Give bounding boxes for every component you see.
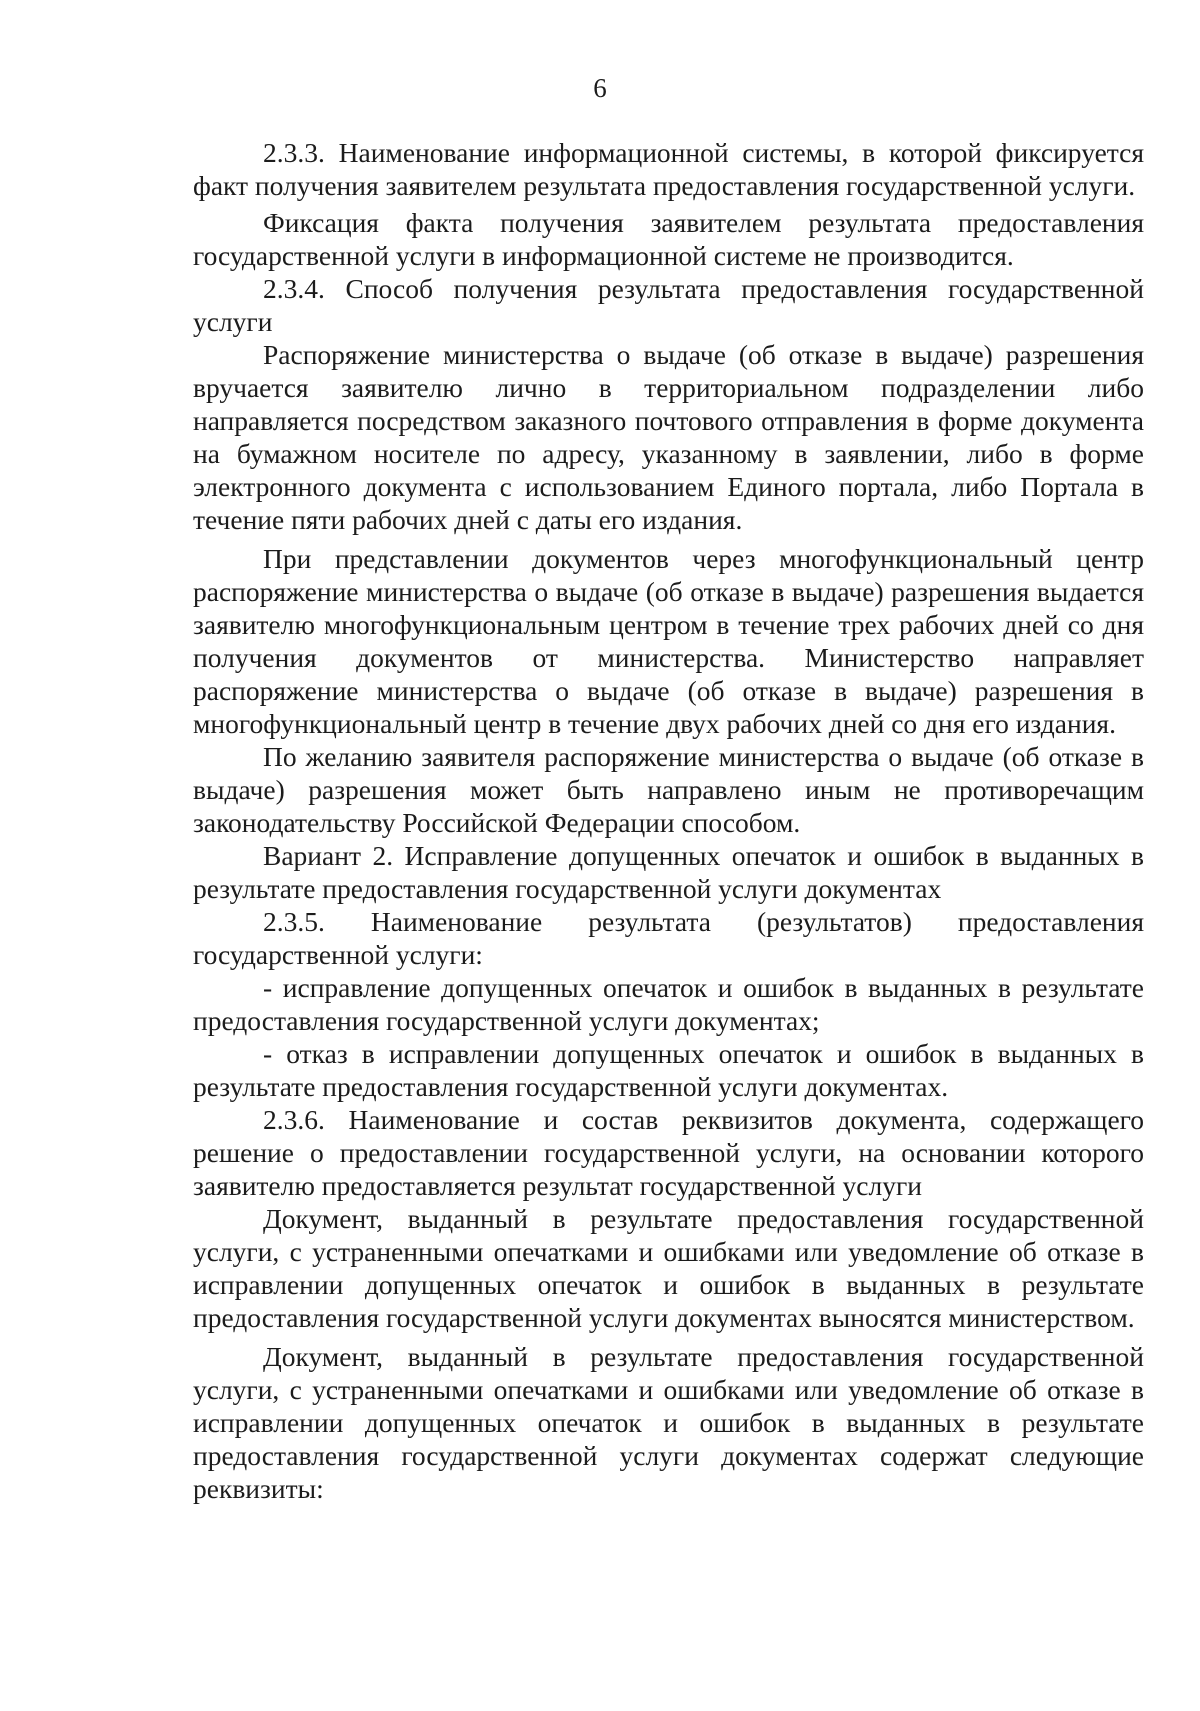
paragraph-variant-2: Вариант 2. Исправление допущенных опечаток и ошибок в выданных в результате предоставления государственной услуги документах [193,840,1144,904]
paragraph-2-3-5-heading: 2.3.5. Наименование результата (результатов) предоставления государственной услуги: [193,906,1144,970]
page-number: 6 [593,73,607,103]
paragraph-delivery-method: Распоряжение министерства о выдаче (об отказе в выдаче) разрешения вручается заявителю лично в территориальном подразделении либо направляется посредством заказного почтового отправления в форме документа на бумажном носителе по адресу, указанному в заявлении, либо в форме электронного документа с использованием Единого портала, либо Портала в течение пяти рабочих дней с даты его издания. [193,339,1144,535]
paragraph-2-3-6-heading: 2.3.6. Наименование и состав реквизитов документа, содержащего решение о предоставлении государственной услуги, на основании которого заявителю предоставляется результат государственной услуги [193,1104,1144,1201]
list-item-correction: - исправление допущенных опечаток и ошибок в выданных в результате предоставления государственной услуги документах; [193,972,1144,1036]
list-item-refusal: - отказ в исправлении допущенных опечаток и ошибок в выданных в результате предоставления государственной услуги документах. [193,1038,1144,1102]
paragraph-other-method: По желанию заявителя распоряжение министерства о выдаче (об отказе в выдаче) разрешения может быть направлено иным не противоречащим законодательству Российской Федерации способом. [193,741,1144,838]
paragraph-document-requisites: Документ, выданный в результате предоставления государственной услуги, с устраненными опечатками и ошибками или уведомление об отказе в исправлении допущенных опечаток и ошибок в выданных в результате предоставления государственной услуги документах содержат следующие реквизиты: [193,1341,1144,1504]
paragraph-2-3-3-heading: 2.3.3. Наименование информационной системы, в которой фиксируется факт получения заявителем результата предоставления государственной услуги. [193,137,1144,201]
document-body [193,136,1144,1505]
paragraph-fixation: Фиксация факта получения заявителем результата предоставления государственной услуги в информационной системе не производится. [193,207,1144,271]
paragraph-2-3-4-heading: 2.3.4. Способ получения результата предоставления государственной услуги [193,273,1144,337]
paragraph-document-issued: Документ, выданный в результате предоставления государственной услуги, с устраненными опечатками и ошибками или уведомление об отказе в исправлении допущенных опечаток и ошибок в выданных в результате предоставления государственной услуги документах выносятся министерством. [193,1203,1144,1333]
paragraph-mfc-delivery: При представлении документов через многофункциональный центр распоряжение министерства о выдаче (об отказе в выдаче) разрешения выдается заявителю многофункциональным центром в течение трех рабочих дней со дня получения документов от министерства. Министерство направляет распоряжение министерства о выдаче (об отказе в выдаче) разрешения в многофункциональный центр в течение двух рабочих дней со дня его издания. [193,543,1144,739]
